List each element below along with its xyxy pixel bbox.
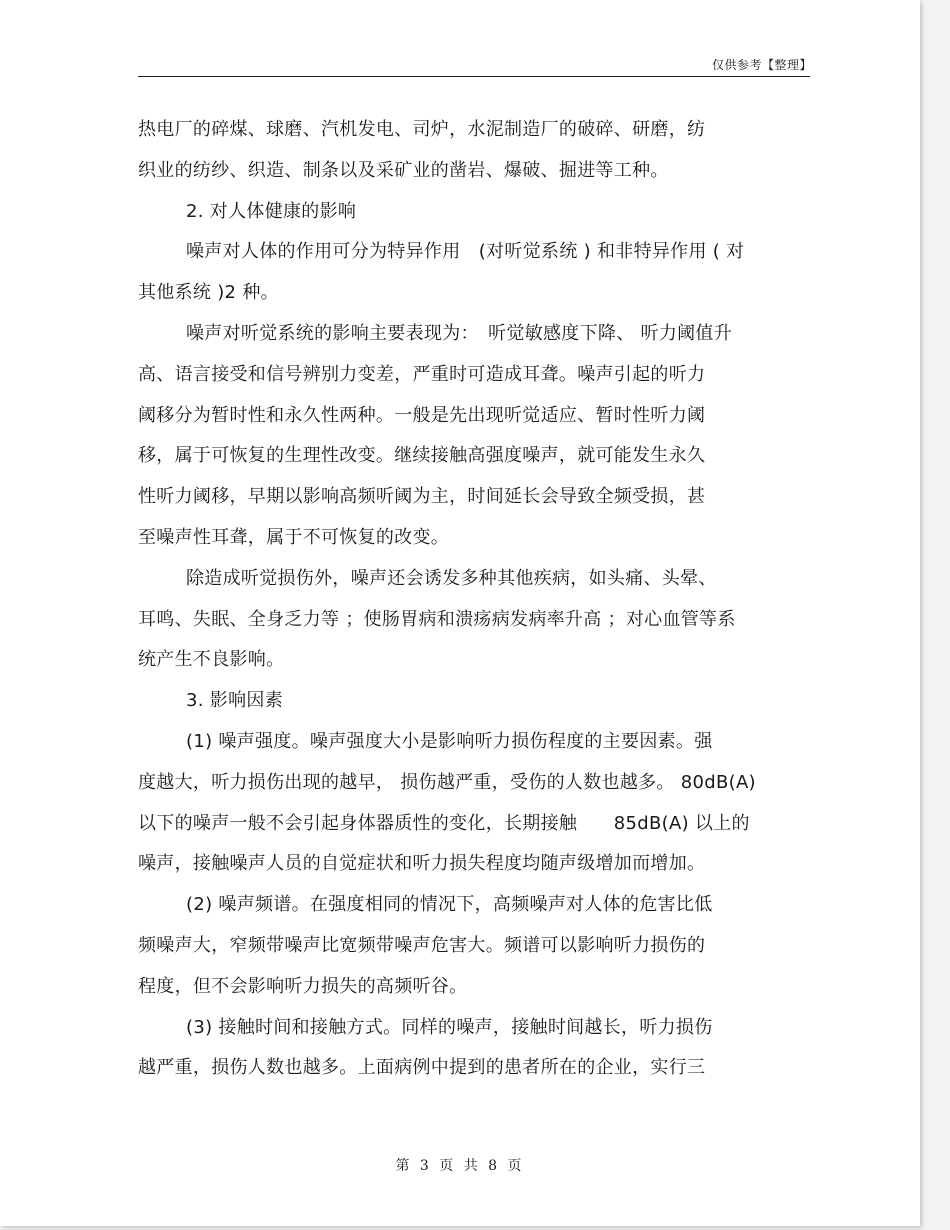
- text-line: 统产生不良影响。: [138, 649, 285, 671]
- text-line: 以下的噪声一般不会引起身体器质性的变化，长期接触 85dB(A) 以上的: [138, 812, 750, 834]
- text-line: 度越大，听力损伤出现的越早， 损伤越严重，受伤的人数也越多。 80dB(A): [138, 771, 756, 793]
- document-body: [138, 110, 810, 1089]
- text-line: 程度，但不会影响听力损失的高频听谷。: [138, 975, 468, 997]
- text-line: 2. 对人体健康的影响: [186, 200, 357, 222]
- text-line: 织业的纺纱、织造、制条以及采矿业的凿岩、爆破、掘进等工种。: [138, 159, 669, 181]
- text-line: 高、语言接受和信号辨别力变差，严重时可造成耳聋。噪声引起的听力: [138, 363, 706, 385]
- text-line: (3) 接触时间和接触方式。同样的噪声，接触时间越长，听力损伤: [186, 1016, 713, 1038]
- text-line: 噪声，接触噪声人员的自觉症状和听力损失程度均随声级增加而增加。: [138, 853, 706, 875]
- text-line: 耳鸣、失眠、全身乏力等 ；使肠胃病和溃疡病发病率升高 ；对心血管等系: [138, 608, 736, 630]
- text-line: 噪声对听觉系统的影响主要表现为： 听觉敏感度下降、 听力阈值升: [186, 322, 733, 344]
- text-line: 越严重，损伤人数也越多。上面病例中提到的患者所在的企业，实行三: [138, 1057, 706, 1079]
- text-line: 频噪声大，窄频带噪声比宽频带噪声危害大。频谱可以影响听力损伤的: [138, 934, 706, 956]
- text-line: (2) 噪声频谱。在强度相同的情况下，高频噪声对人体的危害比低: [186, 894, 713, 916]
- text-line: 性听力阈移，早期以影响高频听阈为主，时间延长会导致全频受损，甚: [138, 486, 706, 508]
- page-footer: 第 3 页 共 8 页: [395, 1158, 525, 1174]
- text-line: 移，属于可恢复的生理性改变。继续接触高强度噪声，就可能发生永久: [138, 445, 706, 467]
- text-line: 至噪声性耳聋，属于不可恢复的改变。: [138, 526, 450, 548]
- text-line: 阈移分为暂时性和永久性两种。一般是先出现听觉适应、暂时性听力阈: [138, 404, 706, 426]
- text-line: 3. 影响因素: [186, 690, 283, 712]
- text-line: 其他系统 )2 种。: [138, 282, 279, 304]
- text-line: 热电厂的碎煤、球磨、汽机发电、司炉，水泥制造厂的破碎、研磨，纺: [138, 119, 706, 140]
- page-header: 仅供参考【整理】: [711, 58, 812, 72]
- text-line: 除造成听觉损伤外，噪声还会诱发多种其他疾病，如头痛、头晕、: [186, 567, 717, 589]
- text-line: (1) 噪声强度。噪声强度大小是影响听力损伤程度的主要因素。强: [186, 730, 713, 752]
- text-line: 噪声对人体的作用可分为特异作用 (对听觉系统 ) 和非特异作用 ( 对: [186, 241, 745, 263]
- header-divider: [138, 76, 810, 77]
